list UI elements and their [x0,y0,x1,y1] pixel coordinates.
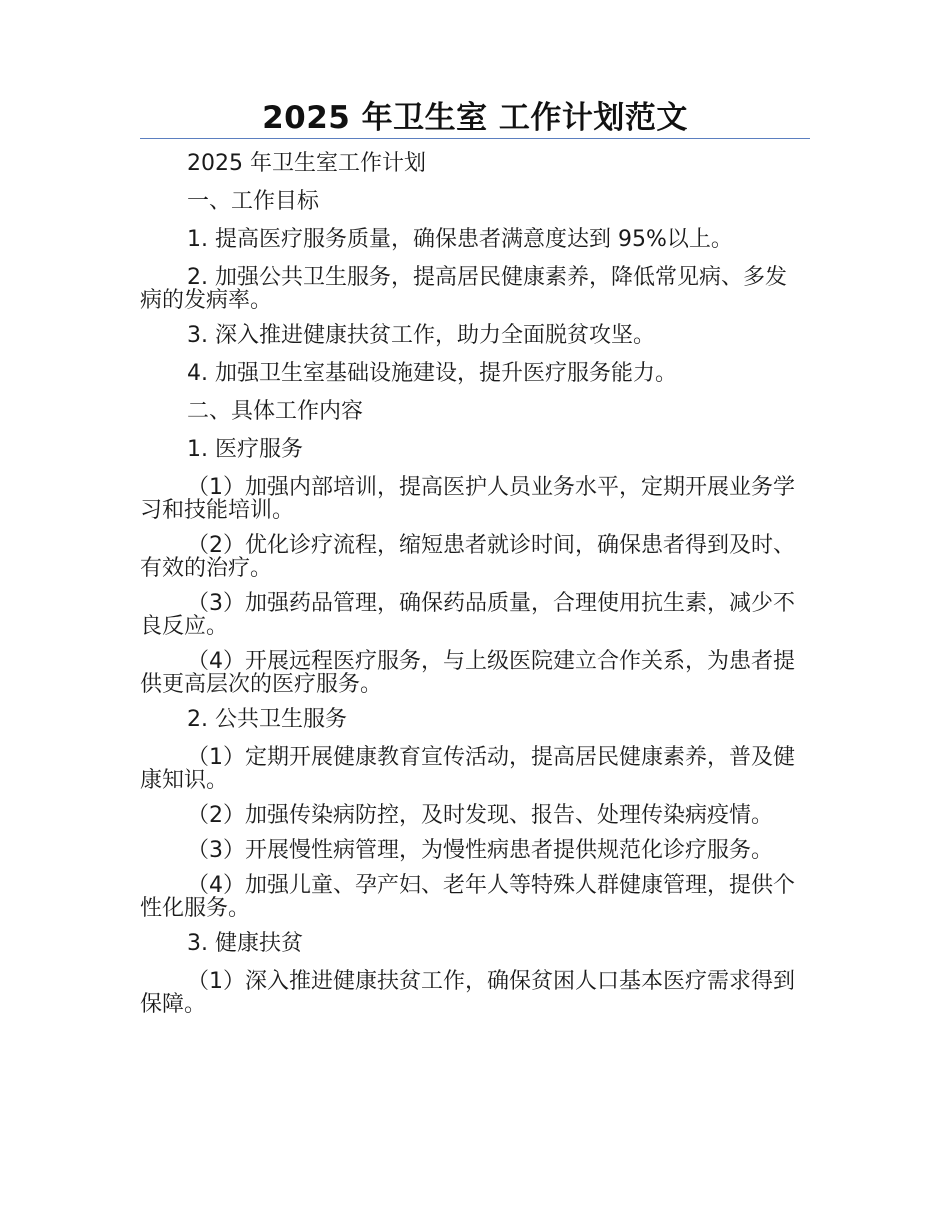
content-item: （2）优化诊疗流程，缩短患者就诊时间，确保患者得到及时、有效的治疗。 [140,533,795,581]
goal-item: 4. 加强卫生室基础设施建设，提升医疗服务能力。 [187,361,677,386]
goal-item: 3. 深入推进健康扶贫工作，助力全面脱贫攻坚。 [187,323,655,348]
plan-heading: 2025 年卫生室工作计划 [187,151,426,176]
subsection-heading: 1. 医疗服务 [187,437,303,462]
content-item: （1）深入推进健康扶贫工作，确保贫困人口基本医疗需求得到保障。 [140,969,795,1017]
section-heading-goals: 一、工作目标 [187,189,320,214]
title-underline [140,138,810,139]
document-title: 2025 年卫生室 工作计划范文 [262,100,688,136]
subsection-heading: 2. 公共卫生服务 [187,707,347,732]
content-item: （3）开展慢性病管理，为慢性病患者提供规范化诊疗服务。 [187,838,773,863]
document-body [140,152,805,1028]
goal-item: 1. 提高医疗服务质量，确保患者满意度达到 95%以上。 [187,227,733,252]
content-item: （4）开展远程医疗服务，与上级医院建立合作关系，为患者提供更高层次的医疗服务。 [140,649,795,697]
subsection-heading: 3. 健康扶贫 [187,931,303,956]
section-heading-content: 二、具体工作内容 [187,399,364,424]
content-item: （3）加强药品管理，确保药品质量，合理使用抗生素，减少不良反应。 [140,591,795,639]
content-item: （1）定期开展健康教育宣传活动，提高居民健康素养，普及健康知识。 [140,745,795,793]
content-item: （1）加强内部培训，提高医护人员业务水平，定期开展业务学习和技能培训。 [140,475,795,523]
content-item: （2）加强传染病防控，及时发现、报告、处理传染病疫情。 [187,803,773,828]
goal-item: 2. 加强公共卫生服务，提高居民健康素养，降低常见病、多发病的发病率。 [140,265,787,313]
content-item: （4）加强儿童、孕产妇、老年人等特殊人群健康管理，提供个性化服务。 [140,873,795,921]
